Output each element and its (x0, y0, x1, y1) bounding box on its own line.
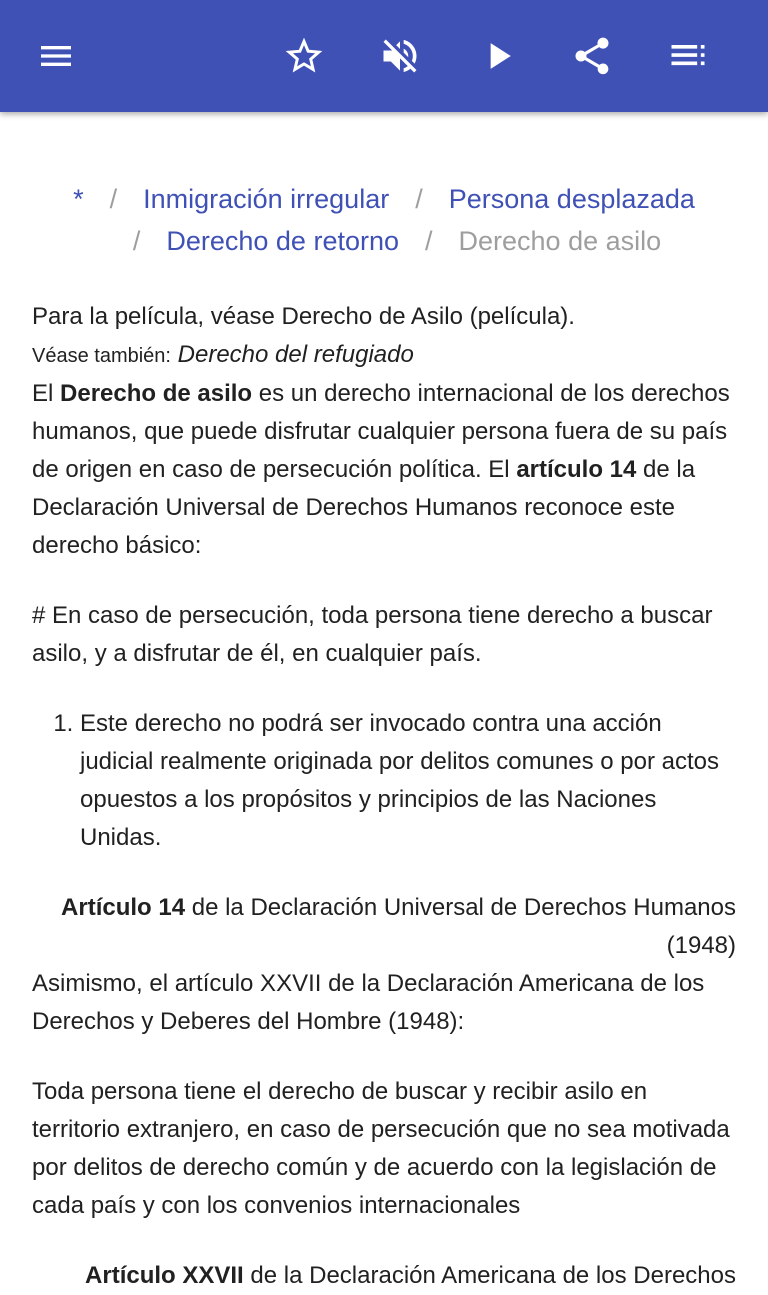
citation-rest: de la Declaración Americana de los Derechos (243, 1262, 736, 1289)
playlist-button[interactable] (660, 28, 716, 84)
intro-term: Derecho de asilo (60, 380, 253, 407)
breadcrumb-item-derecho-retorno[interactable]: Derecho de retorno (166, 226, 399, 256)
see-also-label: Véase también: (32, 345, 171, 367)
breadcrumb-current: Derecho de asilo (458, 226, 662, 256)
citation-article-14 (32, 889, 736, 965)
menu-button[interactable] (28, 28, 84, 84)
film-note: Para la película, véase Derecho de Asilo (película). (32, 303, 575, 330)
list-item: 1. Este derecho no podrá ser invocado contra una acción judicial realmente originada por delitos comunes o por actos opuestos a los propósitos y principios de las Naciones Unidas. (80, 705, 736, 857)
citation-article-xxvii (32, 1257, 736, 1295)
play-button[interactable] (470, 28, 526, 84)
quote-article-xxvii: Toda persona tiene el derecho de buscar y recibir asilo en territorio extranjero, en caso de persecución que no sea motivada por delitos de derecho común y de acuerdo con la legislación de cada país y con los convenios internacionales (32, 1078, 730, 1219)
article-content (32, 112, 736, 1295)
citation-bold: Artículo 14 (61, 894, 186, 921)
share-button[interactable] (564, 28, 620, 84)
breadcrumb-separator: / (132, 226, 141, 256)
citation-rest: de la Declaración Universal de Derechos Humanos (1948) (185, 894, 736, 959)
quote-list (32, 705, 736, 857)
intro-mid: es un derecho internacional de los derechos humanos, que puede disfrutar cualquier persona fuera de su país de origen en caso de persecución política. El (32, 380, 730, 483)
breadcrumb-item-inmigracion[interactable]: Inmigración irregular (143, 184, 390, 214)
quote-article-14: # En caso de persecución, toda persona tiene derecho a buscar asilo, y a disfrutar de él, en cualquier país. (32, 602, 713, 667)
breadcrumb-separator: / (109, 184, 118, 214)
mute-button[interactable] (372, 28, 428, 84)
see-also (32, 336, 736, 375)
bookmark-button[interactable] (276, 28, 332, 84)
intro-suffix: de la Declaración Universal de Derechos Humanos reconoce este derecho básico: (32, 456, 696, 559)
breadcrumb (32, 178, 736, 262)
star-icon (282, 34, 326, 78)
intro-article: artículo 14 (516, 456, 637, 483)
app-toolbar (0, 0, 768, 112)
see-also-link[interactable]: Derecho del refugiado (177, 341, 414, 368)
playlist-icon (666, 34, 710, 78)
play-icon (476, 34, 520, 78)
intro-prefix: El (32, 380, 61, 407)
breadcrumb-item-home[interactable]: * (73, 184, 84, 214)
paragraph-xxvii: Asimismo, el artículo XXVII de la Declaración Americana de los Derechos y Deberes del Hombre (1948): (32, 970, 705, 1035)
intro-paragraph (32, 375, 736, 565)
breadcrumb-separator: / (425, 226, 433, 256)
breadcrumb-item-persona-desplazada[interactable]: Persona desplazada (448, 184, 695, 214)
breadcrumb-separator: / (415, 184, 423, 214)
volume-off-icon (378, 34, 422, 78)
citation-bold: Artículo XXVII (85, 1262, 244, 1289)
share-icon (570, 34, 614, 78)
menu-icon (36, 36, 76, 76)
